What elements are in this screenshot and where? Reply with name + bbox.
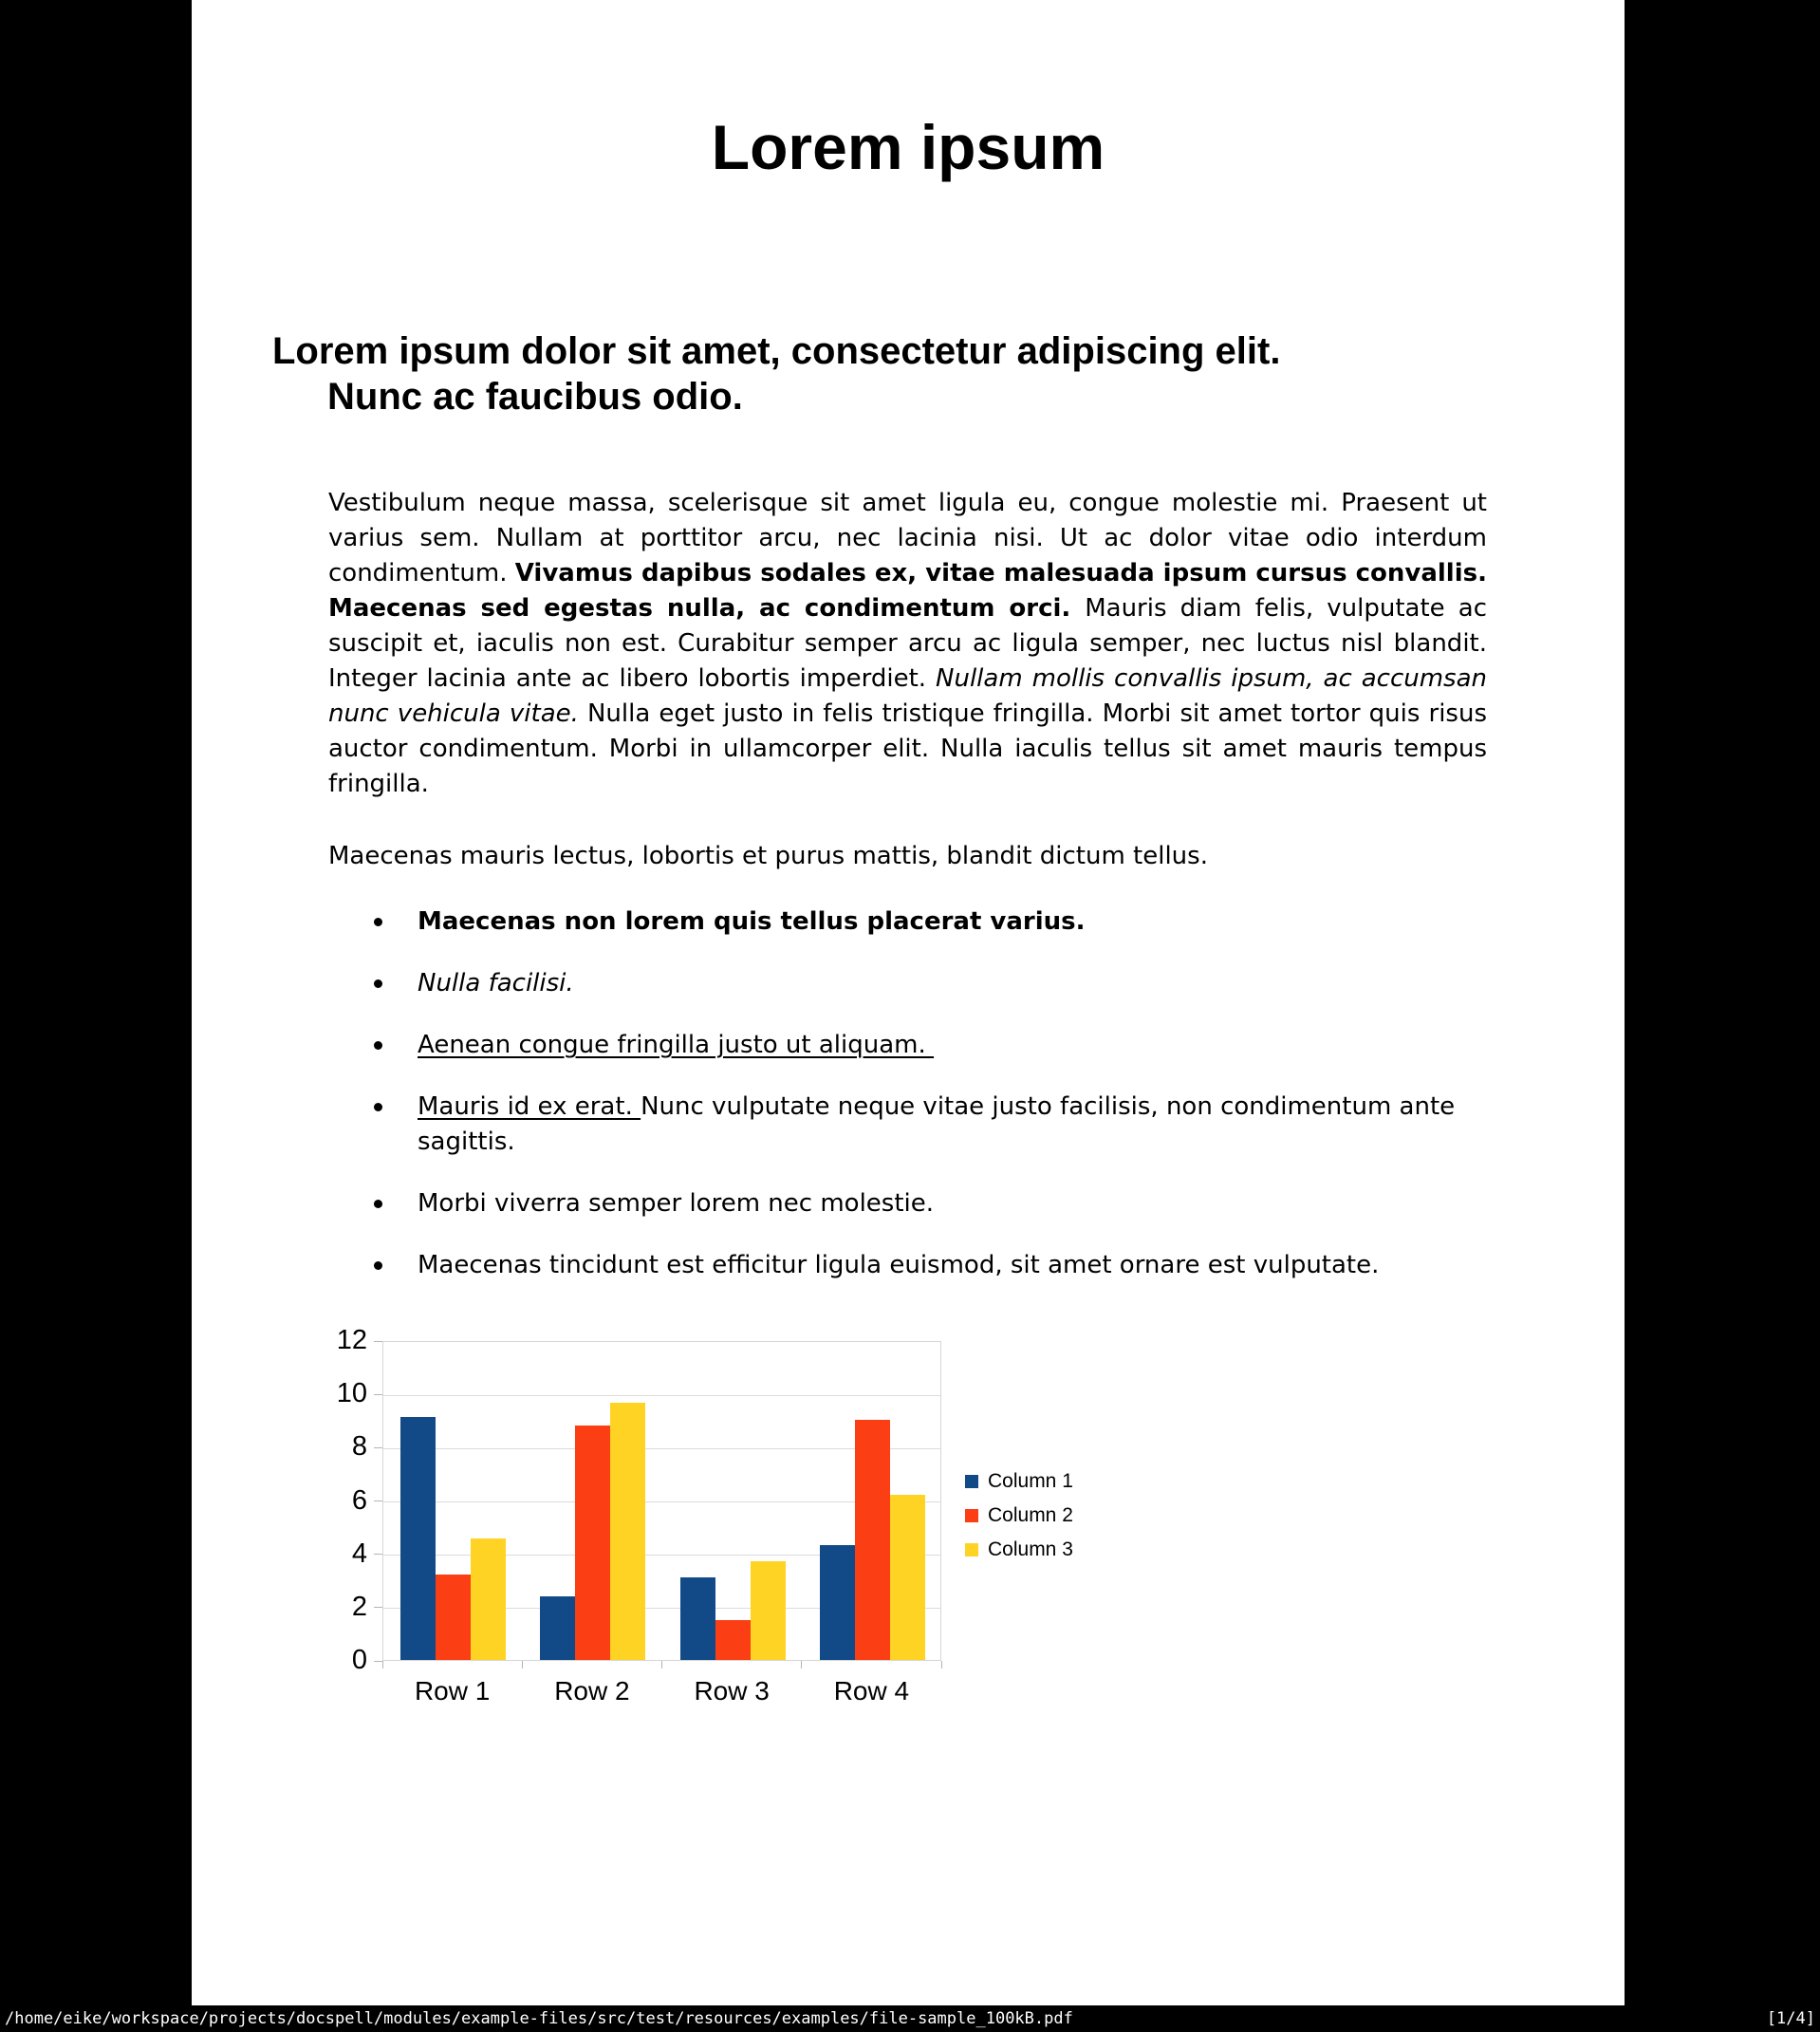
axis-tick [661,1661,662,1668]
status-bar [0,2005,1820,2032]
list-item [328,904,1495,940]
bar [610,1403,645,1660]
bullet-dot-icon [374,918,382,926]
axis-tick [382,1661,383,1668]
paragraph-segment: Mauris diam felis, vulputate ac suscipit et, iaculis non est. Curabitur semper arcu ac ligula semper, nec luctus nisl blandit. Integer lacinia ante ac libero lobortis imperdiet. [328,594,1488,693]
bar [575,1426,610,1660]
list-item-text: Nunc vulputate neque vitae justo facilisis, non condimentum ante sagittis. [418,1092,1456,1156]
bar [820,1545,855,1660]
paragraph-segment-bold: Vivamus dapibus sodales ex, vitae malesuada ipsum cursus convallis. Maecenas sed egestas nulla, ac condimentum orci. [328,559,1487,623]
bar-chart [192,1310,1425,1737]
axis-tick [374,1447,382,1448]
bullet-dot-icon [374,1041,382,1050]
axis-tick [522,1661,523,1668]
paragraph-segment-italic: Nullam mollis convallis ipsum, ac accumsan nunc vehicula vitae. [328,664,1487,728]
document-title: Lorem ipsum [711,112,1105,182]
legend-item [965,1533,1073,1567]
list-item [328,1186,1495,1221]
y-tick-label: 12 [336,1325,367,1355]
bar [436,1575,471,1660]
x-category-label: Row 3 [694,1676,770,1706]
bar [471,1538,506,1660]
list-item [328,1090,1495,1160]
axis-tick [941,1661,942,1668]
paragraph-segment: Nulla eget justo in felis tristique fringilla. Morbi sit amet tortor quis risus auctor condimentum. Morbi in ullamcorper elit. Nulla iaculis tellus sit amet mauris tempus fringilla. [328,699,1487,798]
document-page[interactable] [192,0,1625,2005]
heading-line-1: Lorem ipsum dolor sit amet, consectetur adipiscing elit. [272,330,1281,372]
legend-item [965,1499,1073,1533]
axis-tick [374,1341,382,1342]
list-item [328,1028,1495,1063]
y-tick-label: 6 [351,1484,367,1516]
bar [890,1495,925,1660]
y-tick-label: 4 [351,1538,367,1569]
legend-item [965,1464,1073,1499]
bullet-dot-icon [374,979,382,988]
intro-line: Maecenas mauris lectus, lobortis et purus mattis, blandit dictum tellus. [328,842,1208,870]
bar [540,1596,575,1660]
list-item [328,1248,1495,1283]
chart-plot [382,1341,941,1661]
bar [715,1620,751,1660]
bar-group [803,1342,942,1660]
paragraph-segment: Vestibulum neque massa, scelerisque sit amet ligula eu, congue molestie mi. Praesent ut varius sem. Nullam at porttitor arcu, nec lacinia nisi. Ut ac dolor vitae odio interdum condimentum. [328,489,1487,587]
list-item-text: Maecenas tincidunt est efficitur ligula euismod, sit amet ornare est vulputate. [418,1251,1380,1279]
axis-tick [374,1394,382,1395]
axis-tick [801,1661,802,1668]
axis-tick [374,1607,382,1608]
x-category-label: Row 1 [414,1676,491,1706]
y-tick-label: 8 [351,1431,367,1463]
legend-swatch-icon [965,1475,978,1488]
heading-line-2: Nunc ac faucibus odio. [327,376,743,418]
list-item-text: Aenean congue fringilla justo ut aliquam. [418,1031,935,1059]
chart-legend [965,1464,1073,1567]
list-item [328,966,1495,1001]
legend-swatch-icon [965,1543,978,1557]
page-indicator: [1/4] [1766,2009,1815,2028]
bar [680,1577,715,1660]
bar [855,1420,890,1660]
bullet-dot-icon [374,1103,382,1111]
legend-label: Column 2 [988,1504,1073,1526]
y-tick-label: 2 [351,1591,367,1622]
legend-label: Column 1 [988,1470,1073,1492]
legend-label: Column 3 [988,1538,1073,1560]
bullet-dot-icon [374,1200,382,1208]
y-tick-label: 0 [351,1645,367,1675]
bar [400,1417,436,1660]
y-tick-label: 10 [336,1378,367,1409]
list-item-text: Nulla facilisi. [418,969,574,997]
legend-swatch-icon [965,1509,978,1522]
bar-group [523,1342,662,1660]
body-paragraph [328,486,1487,802]
x-category-label: Row 2 [554,1676,630,1706]
bar-group [663,1342,803,1660]
list-item-text-underlined: Mauris id ex erat. [418,1092,641,1121]
x-category-label: Row 4 [833,1676,910,1706]
file-path-text: /home/eike/workspace/projects/docspell/modules/example-files/src/test/resources/examples/file-sample_100kB.pdf [5,2009,1073,2028]
bar-group [383,1342,523,1660]
bullet-dot-icon [374,1261,382,1270]
list-item-text: Morbi viverra semper lorem nec molestie. [418,1189,935,1218]
bar [751,1561,786,1660]
axis-tick [374,1554,382,1555]
list-item-text: Maecenas non lorem quis tellus placerat varius. [418,907,1086,936]
